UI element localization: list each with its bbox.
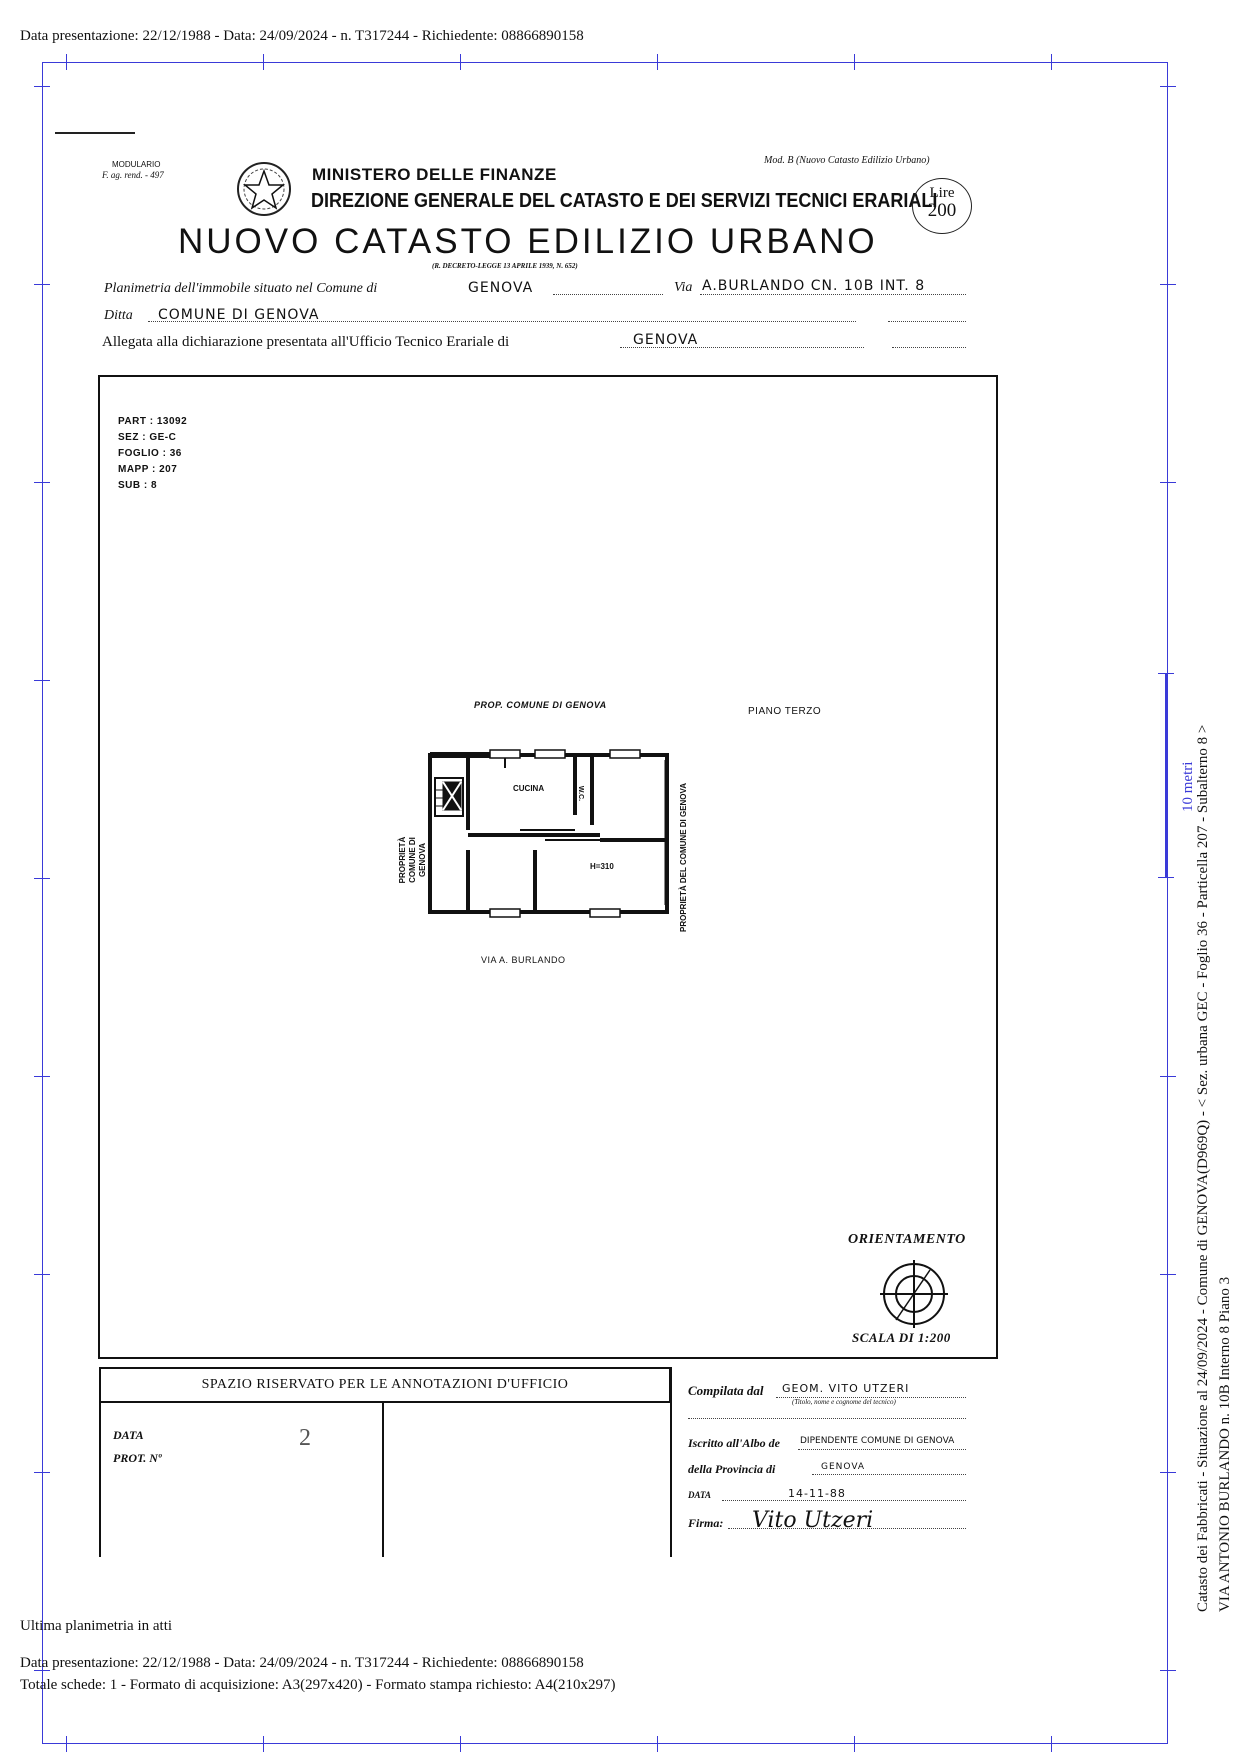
office-annotations-title: SPAZIO RISERVATO PER LE ANNOTAZIONI D'UFFICIO	[99, 1367, 671, 1403]
office-data-label: DATA	[113, 1428, 144, 1442]
allegata-value: GENOVA	[633, 332, 699, 348]
handwritten-mark: 2	[299, 1425, 311, 1451]
dotted-line	[728, 1528, 966, 1529]
footer-last-plan: Ultima planimetria in atti	[20, 1618, 173, 1634]
frame-tick	[657, 54, 658, 70]
iscritto-value: DIPENDENTE COMUNE DI GENOVA	[800, 1436, 955, 1446]
ditta-label: Ditta	[104, 308, 133, 323]
frame-tick	[34, 284, 50, 285]
prop-right-label: PROPRIETÀ DEL COMUNE DI GENOVA	[679, 782, 688, 932]
modulario-label: MODULARIO	[112, 160, 161, 169]
emblem-icon	[232, 155, 296, 223]
corner-mark	[55, 132, 135, 134]
date-label: DATA	[688, 1490, 712, 1500]
dotted-line	[700, 294, 966, 295]
compilata-label: Compilata dal	[688, 1383, 764, 1398]
frame-tick	[34, 1472, 50, 1473]
frame-tick	[1160, 284, 1176, 285]
prop-top-label: PROP. COMUNE DI GENOVA	[474, 700, 607, 710]
frame-tick	[460, 1736, 461, 1752]
modulario-code: F. ag. rend. - 497	[102, 170, 164, 180]
firma-label: Firma:	[688, 1516, 724, 1530]
compilata-note: (Titolo, nome e cognome del tecnico)	[792, 1398, 896, 1406]
dotted-line	[798, 1449, 966, 1450]
frame-tick	[1160, 1274, 1176, 1275]
frame-tick	[854, 54, 855, 70]
office-annotations-box	[99, 1367, 675, 1557]
dotted-line	[812, 1474, 966, 1475]
dotted-line	[148, 321, 856, 322]
frame-tick	[34, 86, 50, 87]
side-caption	[1192, 725, 1236, 1612]
parcel-mapp: MAPP : 207	[118, 464, 178, 475]
dotted-line	[688, 1418, 966, 1419]
frame-tick	[1160, 1670, 1176, 1671]
ministry-title: MINISTERO DELLE FINANZE	[312, 165, 557, 184]
date-value: 14-11-88	[788, 1487, 846, 1500]
room-height: H=310	[590, 862, 614, 871]
provincia-value: GENOVA	[821, 1462, 866, 1472]
allegata-label: Allegata alla dichiarazione presentata all'Ufficio Tecnico Erariale di	[102, 334, 510, 350]
room-kitchen: CUCINA	[513, 784, 545, 793]
frame-tick	[263, 1736, 264, 1752]
frame-tick	[1160, 1076, 1176, 1077]
compilata-value: GEOM. VITO UTZERI	[782, 1382, 910, 1395]
office-prot-label: PROT. Nº	[113, 1451, 162, 1465]
dotted-line	[620, 347, 864, 348]
comune-value: GENOVA	[468, 280, 534, 296]
parcel-foglio: FOGLIO : 36	[118, 448, 182, 459]
tax-stamp-value: 200	[927, 200, 957, 221]
prop-left-label: PROPRIETÀ COMUNE DI GENOVA	[398, 836, 427, 884]
frame-tick	[1051, 54, 1052, 70]
divider	[382, 1403, 384, 1557]
frame-tick	[34, 1076, 50, 1077]
via-value: A.BURLANDO CN. 10B INT. 8	[702, 278, 926, 294]
provincia-label: della Provincia di	[688, 1462, 776, 1476]
mod-b-label: Mod. B (Nuovo Catasto Edilizio Urbano)	[764, 155, 930, 166]
frame-tick	[1160, 86, 1176, 87]
parcel-sez: SEZ : GE-C	[118, 432, 177, 443]
dotted-line	[722, 1500, 966, 1501]
street-label: VIA A. BURLANDO	[481, 955, 566, 965]
direction-title: DIREZIONE GENERALE DEL CATASTO E DEI SERVIZI TECNICI ERARIALI	[311, 190, 938, 212]
frame-tick	[34, 1274, 50, 1275]
frame-tick	[657, 1736, 658, 1752]
frame-tick	[1051, 1736, 1052, 1752]
tax-stamp	[912, 178, 972, 234]
footer-info-2: Totale schede: 1 - Formato di acquisizione: A3(297x420) - Formato stampa richiesto: A4(210x297)	[20, 1677, 616, 1693]
dotted-line	[892, 347, 966, 348]
side-caption-line1: Catasto dei Fabbricati - Situazione al 24/09/2024 - Comune di GENOVA(D969Q) - < Sez. urbana GEC - Foglio 36 - Particella 207 - Subalterno 8 >	[1195, 724, 1211, 1612]
ditta-value: COMUNE DI GENOVA	[158, 307, 320, 323]
comune-label: Planimetria dell'immobile situato nel Comune di	[104, 281, 378, 296]
iscritto-label: Iscritto all'Albo de	[688, 1436, 781, 1450]
floor-label: PIANO TERZO	[748, 706, 822, 717]
frame-tick	[66, 1736, 67, 1752]
frame-tick	[1160, 482, 1176, 483]
parcel-part: PART : 13092	[118, 416, 188, 427]
frame-tick	[66, 54, 67, 70]
dotted-line	[888, 321, 966, 322]
frame-tick	[1160, 1472, 1176, 1473]
frame-tick	[263, 54, 264, 70]
signature: Vito Utzeri	[752, 1508, 874, 1533]
north-arrow-icon	[876, 1256, 952, 1332]
side-caption-line2: VIA ANTONIO BURLANDO n. 10B Interno 8 Piano 3	[1217, 1276, 1233, 1612]
frame-tick	[34, 482, 50, 483]
frame-tick	[34, 680, 50, 681]
scale-bar-end	[1158, 673, 1174, 674]
scale-label: SCALA DI 1:200	[852, 1330, 951, 1345]
via-label: Via	[674, 280, 693, 295]
main-title: NUOVO CATASTO EDILIZIO URBANO	[178, 222, 878, 261]
header-info: Data presentazione: 22/12/1988 - Data: 24/09/2024 - n. T317244 - Richiedente: 08866890158	[20, 28, 584, 44]
frame-tick	[34, 878, 50, 879]
scale-bar-end	[1158, 877, 1174, 878]
parcel-sub: SUB : 8	[118, 480, 158, 491]
scale-bar	[1165, 673, 1167, 878]
divider	[670, 1367, 672, 1557]
parcel-ids	[118, 414, 187, 494]
dotted-line	[553, 294, 663, 295]
floor-plan-drawing	[415, 740, 695, 940]
decree-note: (R. DECRETO-LEGGE 13 APRILE 1939, N. 652)	[432, 262, 578, 270]
frame-tick	[854, 1736, 855, 1752]
frame-tick	[460, 54, 461, 70]
footer-info-1: Data presentazione: 22/12/1988 - Data: 24/09/2024 - n. T317244 - Richiedente: 08866890158	[20, 1655, 584, 1671]
scale-bar-label: 10 metri	[1180, 761, 1196, 812]
room-wc: W.C.	[577, 785, 585, 802]
orientation-label: ORIENTAMENTO	[848, 1232, 966, 1247]
tax-stamp-lire: Lire	[929, 185, 955, 201]
divider	[99, 1403, 101, 1557]
